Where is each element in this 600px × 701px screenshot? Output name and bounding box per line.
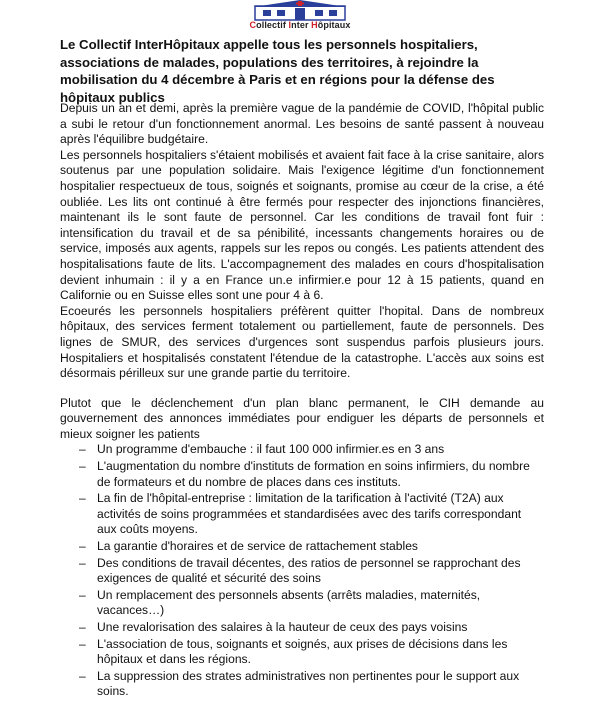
- demands-intro: Plutot que le déclenchement d'un plan blanc permanent, le CIH demande au gouvernement des annonces immédiates pour endiguer les départs de personnels et mieux soigner les patients: [60, 395, 544, 441]
- logo-part: H: [311, 20, 318, 30]
- list-item: – La suppression des strates administratives non pertinentes pour le support aux soins.: [79, 668, 520, 699]
- list-item: – L'association de tous, soignants et soignés, aux prises de décisions dans les hôpitaux et dans les régions.: [79, 636, 508, 667]
- hospital-building-icon: [225, 0, 375, 22]
- paragraph-personnel-quittent: Ecoeurés les personnels hospitaliers préfèrent quitter l'hopital. Dans de nombreux hôpitaux, des services ferment totalement ou partiellement, faute de personnels. Des lignes de SMUR, des services d'urgences sont suspendus parfois plusieurs jours. Hospitaliers et hospitalisés constatent l'étendue de la catastrophe. L'accès aux soins est désormais périlleux sur une grande partie du territoire.: [60, 303, 544, 381]
- paragraph-intro-covid: Depuis un an et demi, après la première vague de la pandémie de COVID, l'hôpital public a subi le retour d'un fonctionnement anormal. Les besoins de santé passent à nouveau après l'équilibre budgétaire.: [60, 101, 544, 147]
- dash-bullet: –: [79, 442, 86, 457]
- logo-wordmark: [225, 20, 375, 30]
- list-item: – Une revalorisation des salaires à la hauteur de ceux des pays voisins: [79, 620, 468, 634]
- dash-bullet: –: [79, 491, 86, 506]
- logo-part: I: [288, 20, 292, 30]
- list-item: – L'augmentation du nombre d'instituts de formation en soins infirmiers, du nombre de formateurs et du nombre de places dans ces instituts.: [79, 459, 530, 489]
- list-item: – La fin de l'hôpital-entreprise : limitation de la tarification à l'activité (T2A) aux activités de soins programmées et standardisées avec des tarifs correspondant aux coûts moyens.: [79, 491, 522, 537]
- paragraph-personnel-mobilises: Les personnels hospitaliers s'étaient mobilisés et avaient fait face à la crise sanitaire, alors soutenus par une population solidaire. Mais l'exigence légitime d'un fonctionnement hospitalier respectueux de tous, soignés et soignants, promise au cœur de la crise, a été oubliée. Les lits ont continué à être fermés pour respecter des injonctions financières, maintenant ils le sont faute de personnel. Car les conditions de travail font fuir : intensification du travail et de sa pénibilité, incessants changements horaires ou de service, imposés aux agents, rappels sur les repos ou congés. Les patients attendent des hospitalisations faute de lits. L'accompagnement des malades en cours d'hospitalisation devient inhumain : il y a en France un.e infirmier.e pour 12 à 15 patients, quand en Californie ou en Suisse elles sont une pour 4 à 6.: [60, 147, 544, 303]
- list-item: – La garantie d'horaires et de service de rattachement stables: [79, 539, 418, 554]
- dash-bullet: –: [79, 539, 86, 554]
- list-item: – Un programme d'embauche : il faut 100 000 infirmier.es en 3 ans: [79, 442, 445, 457]
- logo-part: C: [249, 20, 257, 30]
- dash-bullet: –: [79, 587, 86, 602]
- dash-bullet: –: [79, 636, 86, 651]
- dash-bullet: –: [79, 555, 86, 570]
- demands-list: [60, 442, 544, 700]
- logo-part: ôpitaux: [317, 20, 351, 30]
- dash-bullet: –: [79, 459, 86, 474]
- article-body: [60, 101, 544, 701]
- list-item: – Un remplacement des personnels absents (arrêts maladies, maternités, vacances…): [79, 587, 481, 618]
- collectif-interhopitaux-logo: [225, 0, 375, 36]
- logo-part: nter: [291, 20, 312, 30]
- dash-bullet: –: [79, 620, 86, 634]
- list-item: – Des conditions de travail décentes, des ratios de personnel se rapprochant des exigences de qualité et sécurité des soins: [79, 555, 521, 586]
- page-title: Le Collectif InterHôpitaux appelle tous les personnels hospitaliers, associations de malades, populations des territoires, à rejoindre la mobilisation du 4 décembre à Paris et en régions pour la défense des hôpitaux publics: [60, 37, 495, 105]
- logo-part: ollectif: [256, 20, 289, 30]
- dash-bullet: –: [79, 668, 86, 683]
